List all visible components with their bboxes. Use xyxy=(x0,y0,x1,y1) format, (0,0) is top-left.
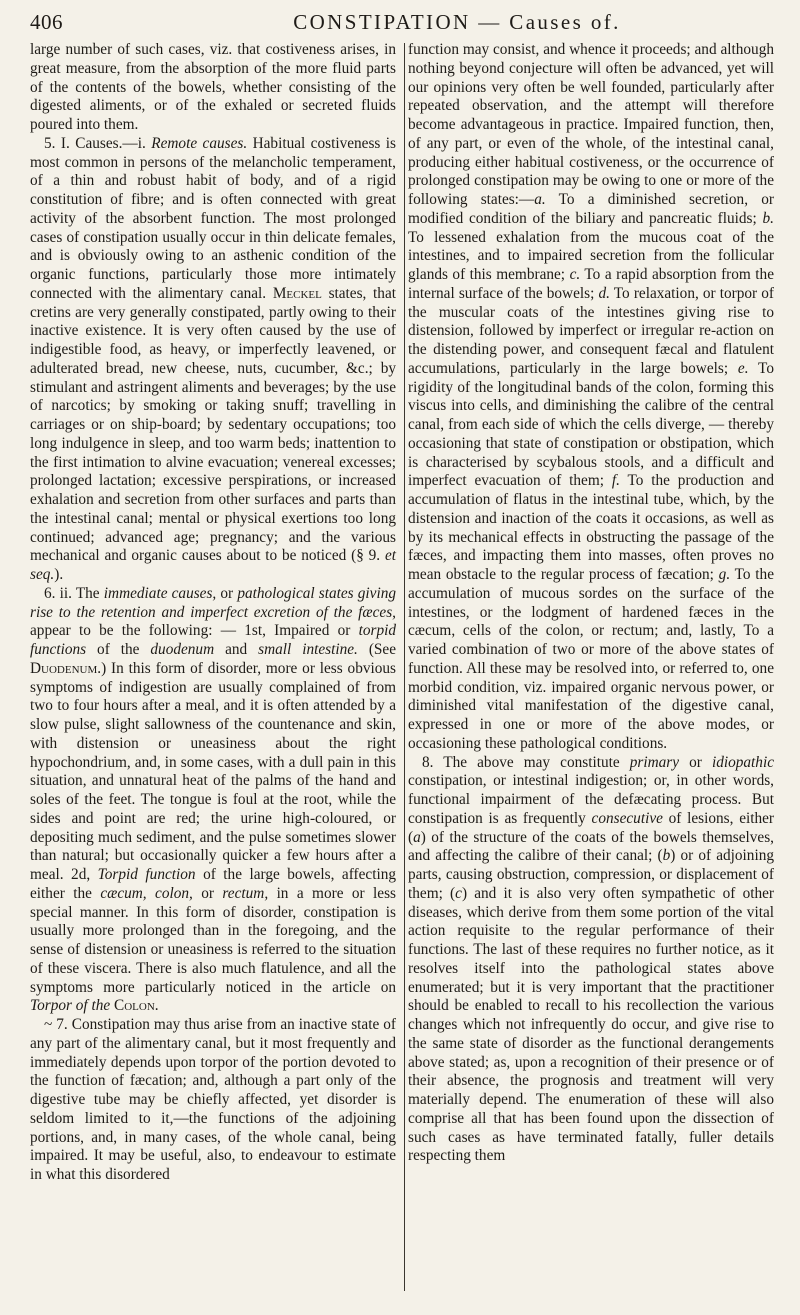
paragraph-causes: 5. I. Causes.—i. Remote causes. Habitual costiveness is most common in persons of the melancholic temperament, of a thin and robust habit of body, and of a rigid constitution of fibre; and is often connected with great activity of the absorbent function. The most prolonged cases of constipation usually occur in thin delicate females, and is obviously owing to an asthenic condition of the organic functions, particularly those more intimately connected with the alimentary canal. Meckel states, that cretins are very generally constipated, partly owing to their inactive existence. It is very often caused by the use of indigestible food, as heavy, or imperfectly leavened, or adulterated bread, new cheese, nuts, cucumber, &c.; by stimulant and astringent aliments and beverages; by the use of narcotics; by smoking or taking snuff; travelling in carriages or on ship-board; by sedentary occupations; too long indulgence in sleep, and too warm beds; inattention to the first intimation to alvine evacuation; venereal excesses; prolonged lactation; excessive perspirations, or increased exhalation and secretion from other surfaces and parts than the intestinal canal; mental or physical exertions too long continued; advanced age; pregnancy; and the various mechanical and organic causes about to be noticed (§ 9. et seq.). xyxy=(30,134,396,583)
paragraph-primary-constipation: 8. The above may constitute primary or idiopathic constipation, or intestinal indigestion; or, in other words, functional impairment of the defæcating process. But constipation is as frequently consecutive of lesions, either (a) of the structure of the coats of the bowels themselves, and affecting the calibre of their canal; (b) or of adjoining parts, causing obstruction, compression, or displacement of them; (c) and it is also very often sympathetic of other diseases, which derive from them some portion of the vital action requisite to the regular performance of their functions. The last of these requires no further notice, as it resolves itself into the pathological states above enumerated; but it is very important that the practitioner should be enabled to recall to his recollection the various changes which not infrequently do occur, and give rise to the same state of disorder as the functional derangements above stated; as, upon a recognition of their presence or of their absence, the prognosis and treatment will very materially depend. The enumeration of these will also comprise all that has been found upon the dissection of such cases as have terminated fatally, fuller details respecting them xyxy=(408,753,775,1165)
left-column xyxy=(30,41,396,1303)
page-header xyxy=(30,6,774,40)
paragraph-impaired-function: function may consist, and whence it proceeds; and although nothing beyond conjecture will often be advanced, yet will our opinions very often be well founded, particularly after repeated observation, and the attempt will therefore become advantageous in practice. Impaired function, then, of any part, or even of the whole, of the intestinal canal, producing either habitual costiveness, or the occurrence of prolonged constipation may be owing to one or more of the following states:—a. To a diminished secretion, or modified condition of the biliary and pancreatic fluids; b. To lessened exhalation from the mucous coat of the intestines, and to impaired secretion from the follicular glands of this membrane; c. To a rapid absorption from the internal surface of the bowels; d. To relaxation, or torpor of the muscular coats of the intestines giving rise to distension, followed by imperfect or irregular re-action on the distending power, and consequent fæcal and flatulent accumulations, particularly in the large bowels; e. To rigidity of the longitudinal bands of the colon, forming this viscus into cells, and diminishing the calibre of the central canal, from each side of which the cells diverge, — thereby occasioning that state of constipation or obstipation, which is characterised by scybalous stools, and a difficult and imperfect evacuation of them; f. To the production and accumulation of flatus in the intestinal tube, which, by the distension and inaction of the coats it occasions, as well as by its mechanical effects in obstructing the passage of the fæces, and impacting them into masses, often proves no mean obstacle to the regular process of fæcation; g. To the accumulation of mucous sordes on the surface of the intestines, or the lodgment of hardened fæces in the cæcum, cells of the colon, or rectum; and, lastly, To a varied combination of two or more of the above states of function. All these may be resolved into, or referred to, one morbid condition, viz. impaired organic nervous power, or diminished vital manifestation of the digestive canal, expressed in one or more of the above modes, or occasioning these pathological conditions. xyxy=(408,41,775,752)
paragraph-alimentary-canal: ~ 7. Constipation may thus arise from an inactive state of any part of the alimentary canal, but it most frequently and immediately depends upon torpor of the portion devoted to the function of fæcation; and, although a part only of the digestive tube may be chiefly affected, yet disorder is seldom limited to it,—the functions of the adjoining portions, and, in many cases, of the whole canal, being impaired. It may be useful, also, to endeavour to estimate in what this disordered xyxy=(30,1016,396,1183)
right-column xyxy=(408,41,774,1303)
text-columns xyxy=(30,41,774,1303)
running-head: CONSTIPATION — Causes of. xyxy=(293,10,621,34)
paragraph-immediate-causes: 6. ii. The immediate causes, or pathological states giving rise to the retention and imperfect excretion of the fæces, appear to be the following: — 1st, Impaired or torpid functions of the duodenum and small intestine. (See Duodenum.) In this form of disorder, more or less obvious symptoms of indigestion are usually complained of from two to four hours after a meal, and it is often attended by a slow pulse, slight sallowness of the countenance and skin, with distension or uneasiness about the right hypochondrium, and, in some cases, with a dull pain in this situation, and unnatural heat of the palms of the hand and soles of the feet. The tongue is foul at the root, while the sides and point are red; the urine high-coloured, or depositing much sediment, and the pulse sometimes slower than natural; but occasionally quicker a few hours after a meal. 2d, Torpid function of the large bowels, affecting either the cæcum, colon, or rectum, in a more or less special manner. In this form of disorder, constipation is usually more prolonged than in the foregoing, and the sense of distension or uneasiness is referred to the situation of these viscera. There is also much flatulence, and all the symptoms more particularly noticed in the article on Torpor of the Colon. xyxy=(30,584,397,1015)
paragraph: large number of such cases, viz. that costiveness arises, in great measure, from the absorption of the more fluid parts of the contents of the bowels, whether consisting of the digested aliments, or of the exhaled or secreted fluids poured into them. xyxy=(30,41,396,133)
column-divider xyxy=(404,43,405,1291)
page-number: 406 xyxy=(30,10,63,34)
